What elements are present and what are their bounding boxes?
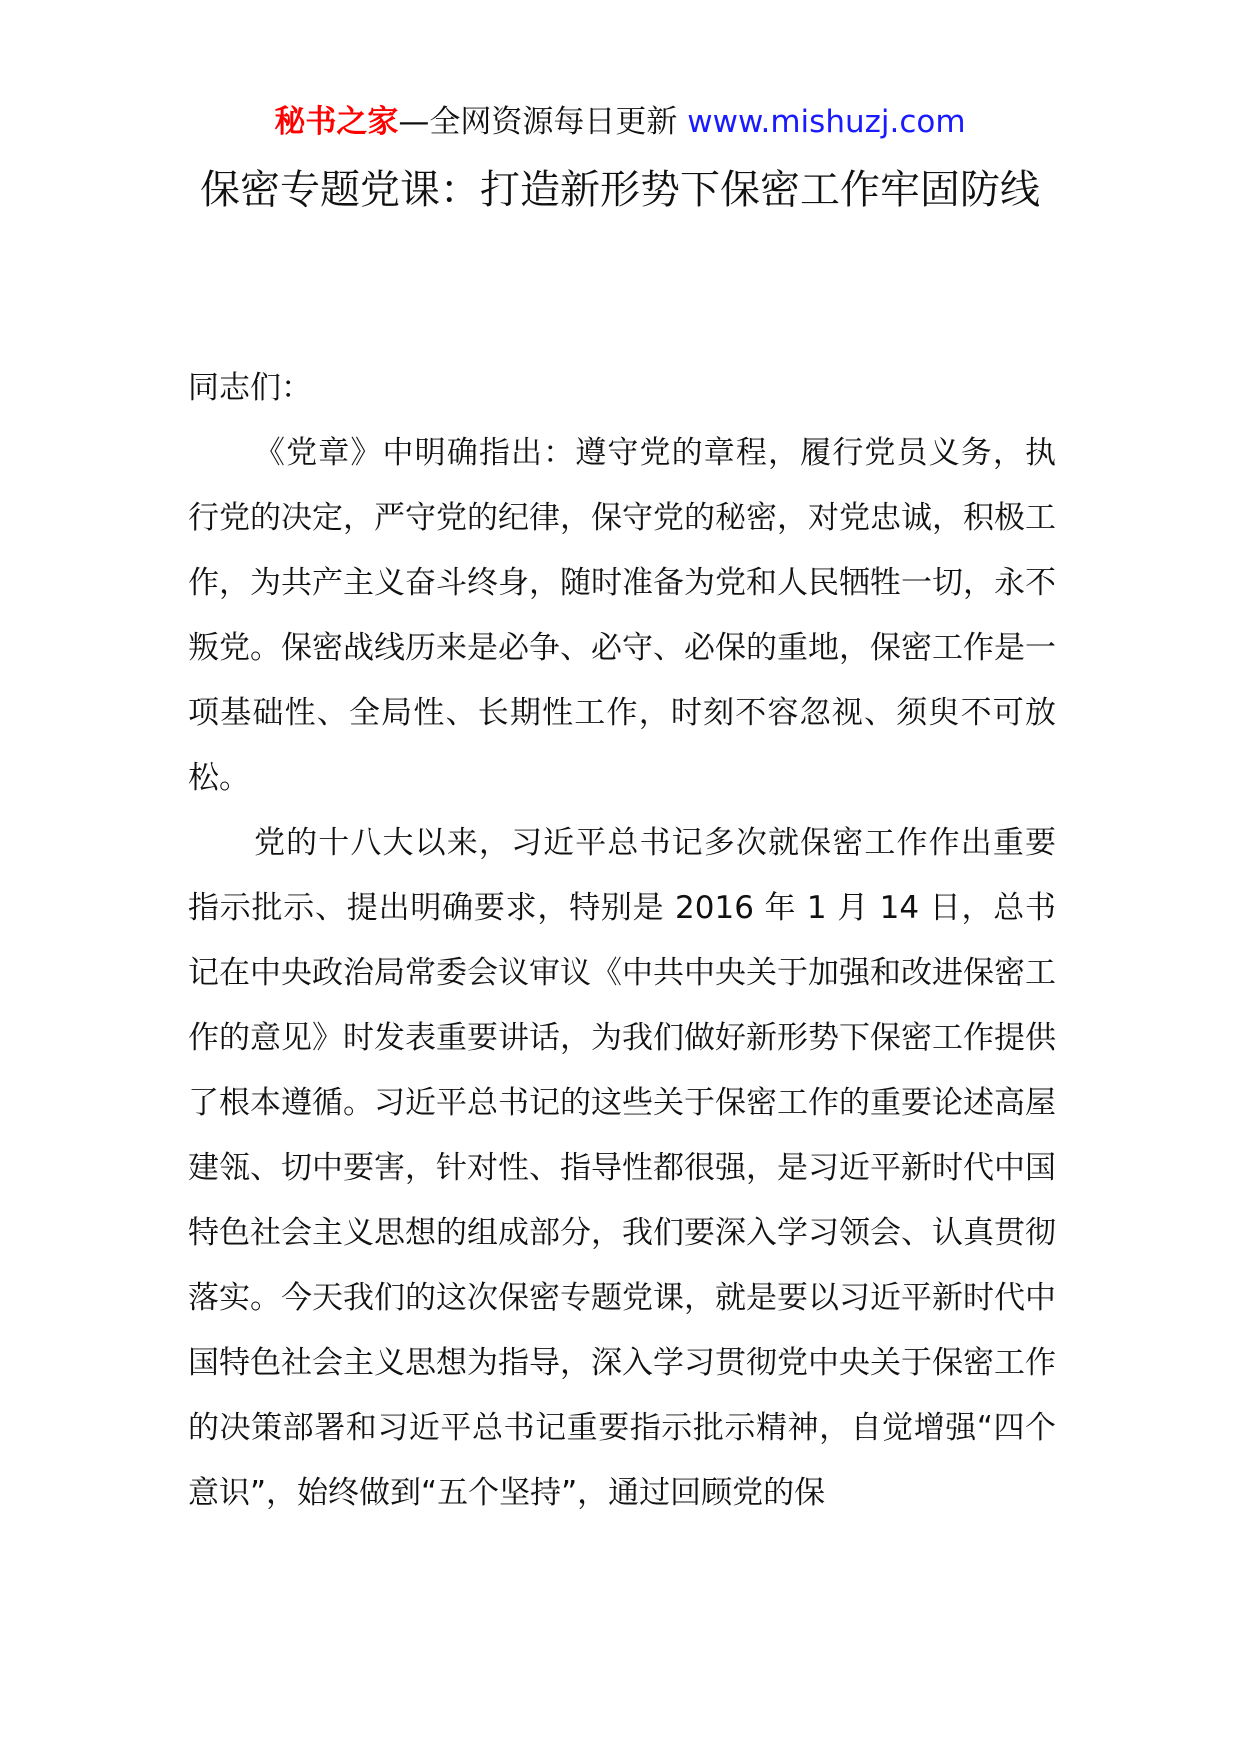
brand-name: 秘书之家 bbox=[274, 104, 399, 140]
site-header bbox=[0, 100, 1240, 144]
header-tagline: —全网资源每日更新 bbox=[398, 104, 678, 140]
document-title: 保密专题党课：打造新形势下保密工作牢固防线 bbox=[200, 167, 1040, 213]
document-body bbox=[188, 356, 1056, 1526]
site-url-link[interactable]: www.mishuzj.com bbox=[687, 104, 966, 140]
paragraph-1: 《党章》中明确指出：遵守党的章程，履行党员义务，执行党的决定，严守党的纪律，保守党的秘密，对党忠诚，积极工作，为共产主义奋斗终身，随时准备为党和人民牺牲一切，永不叛党。保密战线历来是必争、必守、必保的重地，保密工作是一项基础性、全局性、长期性工作，时刻不容忽视、须臾不可放松。 bbox=[188, 435, 1056, 796]
salutation: 同志们： bbox=[188, 370, 312, 406]
paragraph-2: 党的十八大以来，习近平总书记多次就保密工作作出重要指示批示、提出明确要求，特别是 2016 年 1 月 14 日，总书记在中央政治局常委会议审议《中共中央关于加强和改进保密工作的意见》时发表重要讲话，为我们做好新形势下保密工作提供了根本遵循。习近平总书记的这些关于保密工作的重要论述高屋建瓴、切中要害，针对性、指导性都很强，是习近平新时代中国特色社会主义思想的组成部分，我们要深入学习领会、认真贯彻落实。今天我们的这次保密专题党课，就是要以习近平新时代中国特色社会主义思想为指导，深入学习贯彻党中央关于保密工作的决策部署和习近平总书记重要指示批示精神，自觉增强“四个意识”，始终做到“五个坚持”，通过回顾党的保 bbox=[188, 825, 1056, 1511]
